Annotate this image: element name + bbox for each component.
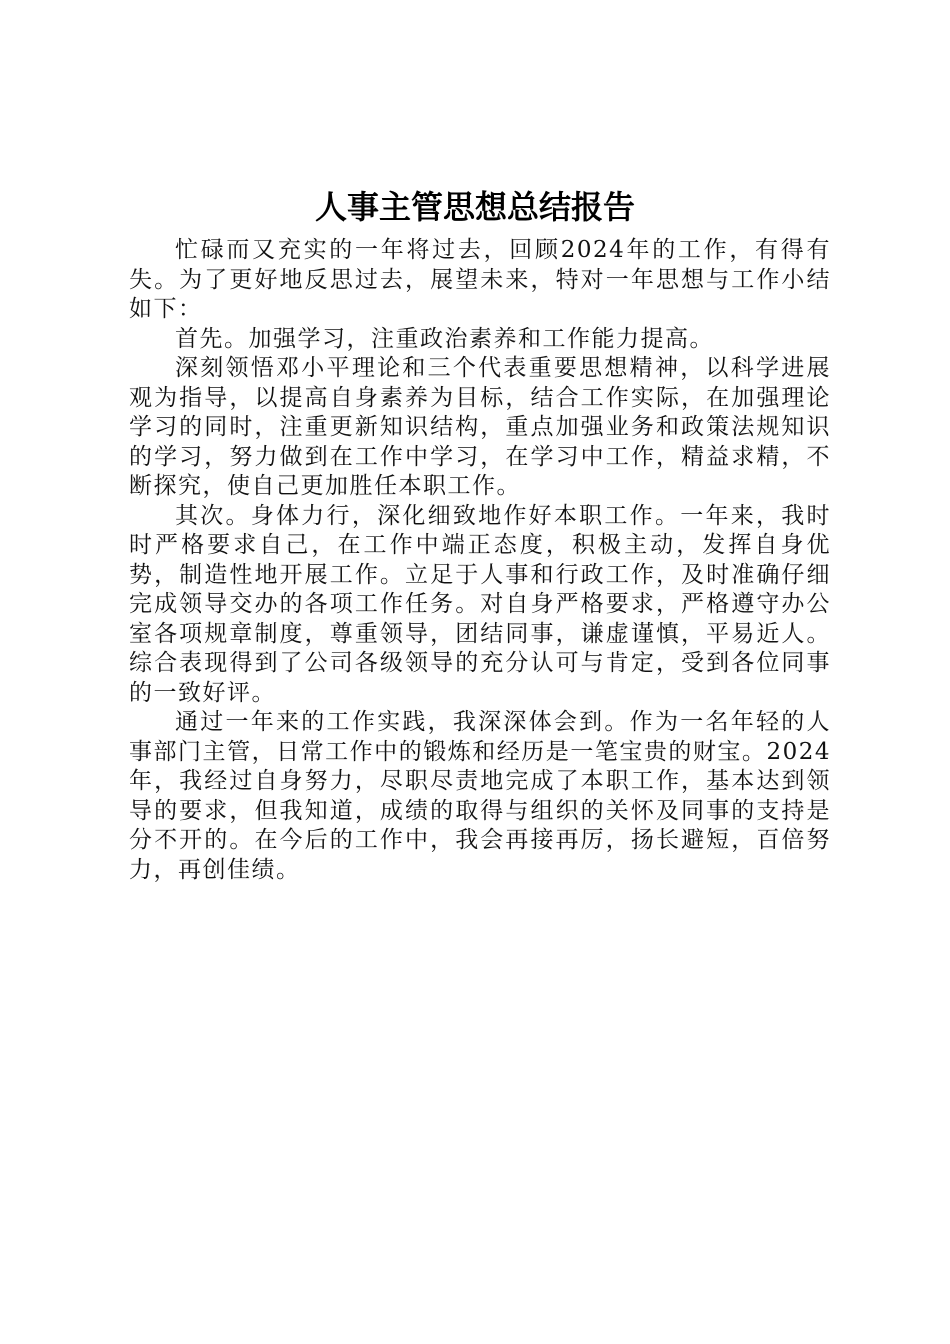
paragraph-second-point: 其次。身体力行，深化细致地作好本职工作。一年来，我时时严格要求自己，在工作中端正态度，积极主动，发挥自身优势，制造性地开展工作。立足于人事和行政工作，及时准确仔细完成领导交办的各项工作任务。对自身严格要求，严格遵守办公室各项规章制度，尊重领导，团结同事，谦虚谨慎，平易近人。综合表现得到了公司各级领导的充分认可与肯定，受到各位同事的一致好评。 [129,502,831,706]
paragraph-first-point: 首先。加强学习，注重政治素养和工作能力提高。 [175,325,714,352]
document-body [129,236,831,885]
document-title: 人事主管思想总结报告 [314,188,635,226]
paragraph-conclusion: 通过一年来的工作实践，我深深体会到。作为一名年轻的人事部门主管，日常工作中的锻炼和经历是一笔宝贵的财宝。2024年，我经过自身努力，尽职尽责地完成了本职工作，基本达到领导的要求，但我知道，成绩的取得与组织的关怀及同事的支持是分不开的。在今后的工作中，我会再接再厉，扬长避短，百倍努力，再创佳绩。 [129,709,831,883]
paragraph-study: 深刻领悟邓小平理论和三个代表重要思想精神，以科学进展观为指导，以提高自身素养为目标，结合工作实际，在加强理论学习的同时，注重更新知识结构，重点加强业务和政策法规知识的学习，努力做到在工作中学习，在学习中工作，精益求精，不断探究，使自己更加胜任本职工作。 [129,355,831,499]
paragraph-intro: 忙碌而又充实的一年将过去，回顾2024年的工作，有得有失。为了更好地反思过去，展望未来，特对一年思想与工作小结如下： [129,237,831,322]
